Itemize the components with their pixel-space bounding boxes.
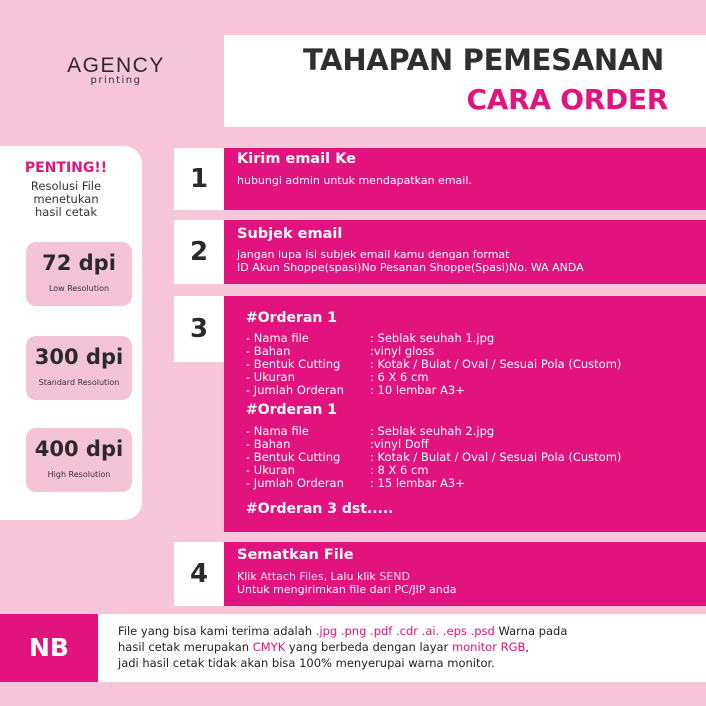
order-value: : Kotak / Bulat / Oval / Sesuai Pola (Custom) [370, 450, 622, 464]
step-number-3: 3 [174, 296, 224, 362]
cmyk-label: CMYK [252, 640, 286, 654]
nb-note [98, 614, 706, 682]
dpi-value: 400 dpi [34, 437, 124, 461]
text-span: hasil cetak merupakan [118, 640, 253, 654]
nb-line-1 [118, 624, 567, 638]
order-field: - Nama file [246, 424, 309, 438]
order-field: - Nama file [246, 331, 309, 345]
resolution-note-line: menetukan [33, 192, 99, 206]
text-span: yang berbeda dengan layar [285, 640, 452, 654]
order-field: - Jumlah Orderan [246, 476, 344, 490]
order-field: - Bentuk Cutting [246, 357, 341, 371]
step-2-format: ID Akun Shoppe(spasi)No Pesanan Shoppe(Spasi)No. WA ANDA [237, 261, 584, 274]
step-2-title: Subjek email [237, 226, 343, 242]
order-field: - Bahan [246, 344, 291, 358]
order-value: :vinyl Doff [370, 437, 429, 451]
step-1-title: Kirim email Ke [237, 151, 357, 167]
step-4-text: Untuk mengirimkan file dari PC/JIP anda [237, 583, 457, 596]
step-number-2: 2 [174, 220, 224, 284]
text-span: Warna pada [494, 624, 568, 638]
dpi-card-standard [26, 336, 132, 400]
order-heading-more: #Orderan 3 dst..... [246, 501, 394, 517]
order-field: - Bentuk Cutting [246, 450, 341, 464]
order-value: : 15 lembar A3+ [370, 476, 465, 490]
nb-line-2 [118, 640, 529, 654]
resolution-note-line: Resolusi File [30, 179, 102, 193]
dpi-card-high [26, 428, 132, 492]
order-field: - Ukuran [246, 463, 295, 477]
text-span: , [525, 640, 530, 654]
order-row [246, 477, 465, 490]
step-2-text: jangan lupa isi subjek email kamu dengan format [237, 248, 510, 261]
resolution-panel [0, 146, 142, 520]
dpi-value: 300 dpi [34, 345, 124, 369]
nb-label: NB [0, 614, 98, 682]
page-title: TAHAPAN PEMESANAN [302, 43, 664, 77]
order-field: - Ukuran [246, 370, 295, 384]
order-value: : 8 X 6 cm [370, 463, 429, 477]
order-value: : Kotak / Bulat / Oval / Sesuai Pola (Custom) [370, 357, 622, 371]
step-4-box [224, 542, 706, 606]
send-label: SEND [379, 570, 410, 583]
header-banner [224, 35, 706, 127]
step-4-instruction [237, 570, 410, 583]
step-1-box [224, 148, 706, 210]
brand-tagline: printing [90, 75, 142, 86]
order-value: : Seblak seuhah 1.jpg [370, 331, 495, 345]
page-subtitle: CARA ORDER [466, 83, 668, 116]
step-3-box [224, 296, 706, 532]
step-2-box [224, 220, 706, 284]
text-span: Klik [237, 570, 261, 583]
order-field: - Bahan [246, 437, 291, 451]
order-heading: #Orderan 1 [246, 310, 337, 326]
order-value: :vinyl gloss [370, 344, 435, 358]
dpi-value: 72 dpi [42, 251, 116, 275]
dpi-label: Standard Resolution [38, 378, 120, 387]
brand-name: AGENCY [67, 54, 165, 77]
file-formats: .jpg .png .pdf .cdr .ai. .eps .psd [315, 624, 495, 638]
important-label: PENTING!! [24, 160, 108, 176]
order-row [246, 384, 465, 397]
dpi-card-low [26, 242, 132, 306]
step-1-text: hubungi admin untuk mendapatkan email. [237, 174, 472, 187]
order-value: : 10 lembar A3+ [370, 383, 465, 397]
order-heading: #Orderan 1 [246, 402, 337, 418]
order-value: : Seblak seuhah 2.jpg [370, 424, 495, 438]
order-value: : 6 X 6 cm [370, 370, 429, 384]
nb-line-3: jadi hasil cetak tidak akan bisa 100% menyerupai warna monitor. [118, 656, 495, 670]
step-number-1: 1 [174, 148, 224, 210]
dpi-label: Low Resolution [48, 284, 110, 293]
attach-files-label: Attach Files [260, 570, 324, 583]
order-field: - Jumlah Orderan [246, 383, 344, 397]
text-span: , Lalu klik [323, 570, 380, 583]
resolution-note-line: hasil cetak [35, 205, 97, 219]
order-row [246, 451, 621, 464]
step-4-title: Sematkan File [237, 547, 354, 563]
dpi-label: High Resolution [47, 470, 111, 479]
rgb-label: monitor RGB [451, 640, 526, 654]
resolution-note [0, 180, 132, 219]
step-number-4: 4 [174, 542, 224, 606]
brand-logo [62, 54, 170, 86]
text-span: File yang bisa kami terima adalah [118, 624, 316, 638]
order-row [246, 358, 621, 371]
